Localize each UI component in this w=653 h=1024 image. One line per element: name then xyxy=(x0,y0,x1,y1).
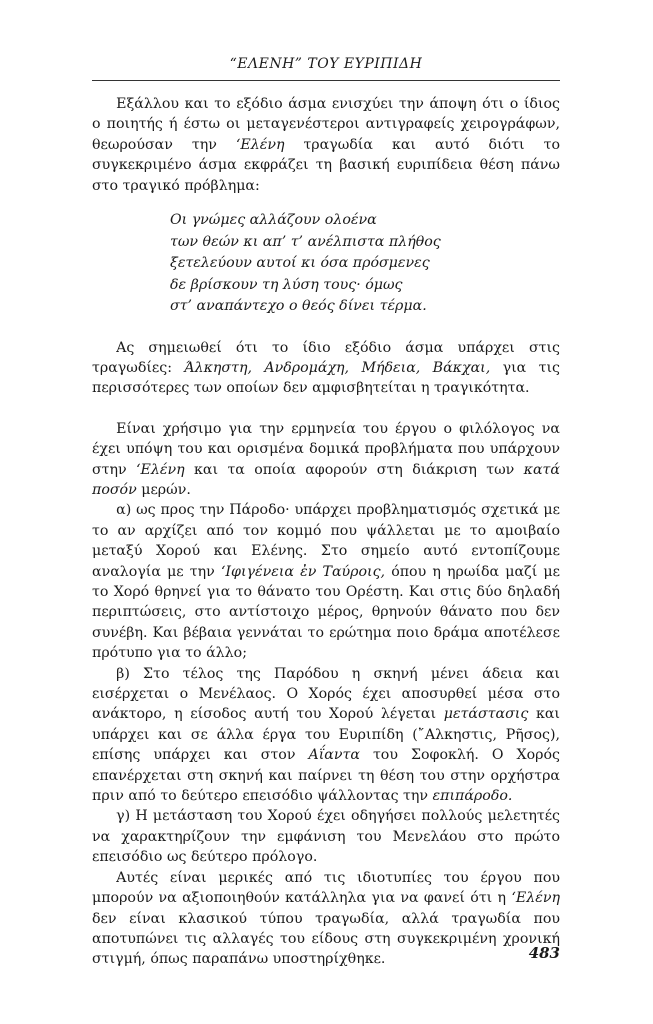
paragraph-4: α) ως προς την Πάροδο· υπάρχει προβληματισμός σχετικά με το αν αρχίζει από τον κομμό που ψάλλεται με το αμοιβαίο μεταξύ Χορού και Ελένης. Στο σημείο αυτό εντοπίζουμε αναλογία με την ‘Ιφιγένεια ἐν Ταύροις, όπου η ηρωίδα μαζί με το Χορό θρηνεί για το θάνατο του Ορέστη. Και στις δύο δηλαδή περιπτώσεις, στο αντίστοιχο μέρος, θρηνούν θάνατο που δεν συνέβη. Και βέβαια γεννάται το ερώτημα ποιο δράμα αποτέλεσε πρότυπο για το άλλο; xyxy=(92,502,560,662)
poem-line: των θεών κι απ’ τ’ ανέλπιστα πλήθος xyxy=(170,233,441,250)
poem-line: δε βρίσκουν τη λύση τους· όμως xyxy=(170,276,403,293)
title-ajax: Αΐαντα xyxy=(308,747,360,764)
paragraph-6: γ) Η μετάσταση του Χορού έχει οδηγήσει πολλούς μελετητές να χαρακτηρίζουν την εμφάνιση του Μενελάου στο πρώτο επεισόδιο ως δεύτερο πρόλογο. xyxy=(92,808,560,866)
paragraph-5: β) Στο τέλος της Παρόδου η σκηνή μένει άδεια και εισέρχεται ο Μενέλαος. Ο Χορός έχει αποσυρθεί μέσα στο ανάκτορο, η είσοδος αυτή του Χορού λέγεται μετάστασις και υπάρχει και σε άλλα έργα του Ευριπίδη (῎Αλκηστις, Ρῆσος), επίσης υπάρχει και στον Αΐαντα του Σοφοκλή. Ο Χορός επανέρχεται στη σκηνή και παίρνει τη θέση του στην ορχήστρα πριν από το δεύτερο επεισόδιο ψάλλοντας την επιπάροδο. xyxy=(92,665,560,805)
poem-line: Οι γνώμες αλλάζουν ολοένα xyxy=(170,212,377,229)
page-number: 483 xyxy=(528,944,560,962)
poem-line: στ’ αναπάντεχο ο θεός δίνει τέρμα. xyxy=(170,298,427,315)
page-body xyxy=(92,94,560,970)
running-header: “ΕΛΕΝΗ” ΤΟΥ ΕΥΡΙΠΙΔΗ xyxy=(229,56,423,72)
section-gap xyxy=(92,399,560,419)
header-rule xyxy=(92,80,560,81)
poem-line: ξετελεύουν αυτοί κι όσα πρόσμενες xyxy=(170,255,430,272)
term-epiparodos: επιπάροδο. xyxy=(432,788,513,805)
poem-quote xyxy=(170,210,560,318)
paragraph-3: Είναι χρήσιμο για την ερμηνεία του έργου ο φιλόλογος να έχει υπόψη του και ορισμένα δομικά προβλήματα που υπάρχουν στην ‘Ελένη και τα οποία αφορούν στη διάκριση των κατά ποσόν μερών. xyxy=(92,420,560,498)
title-helen: ‘Ελένη xyxy=(511,890,560,907)
title-helen: ‘Ελένη xyxy=(235,136,285,153)
term-kata-poson: κατά ποσόν xyxy=(92,461,560,498)
term-metastasis: μετάστασις xyxy=(443,706,529,723)
paragraph-2: Ας σημειωθεί ότι το ίδιο εξόδιο άσμα υπάρχει στις τραγωδίες: Άλκηστη, Ανδρομάχη, Μήδεια, Βάκχαι, για τις περισσότερες των οποίων δεν αμφισβητείται η τραγικότητα. xyxy=(92,339,561,397)
tragedy-titles: Άλκηστη, Ανδρομάχη, Μήδεια, Βάκχαι, xyxy=(184,359,491,376)
title-iphigenia: ‘Ιφιγένεια ἐν Ταύροις, xyxy=(220,563,386,580)
paragraph-1: Εξάλλου και το εξόδιο άσμα ενισχύει την άποψη ότι ο ίδιος ο ποιητής ή έστω οι μεταγενέστεροι αντιγραφείς χειρογράφων, θεωρούσαν την ‘Ελένη τραγωδία και αυτό διότι το συγκεκριμένο άσμα εκφράζει τη βασική ευριπίδεια θέση πάνω στο τραγικό πρόβλημα: xyxy=(92,96,561,194)
title-helen: ‘Ελένη xyxy=(136,461,185,478)
paragraph-7: Αυτές είναι μερικές από τις ιδιοτυπίες του έργου που μπορούν να αξιοποιηθούν κατάλληλα για να φανεί ότι η ‘Ελένη δεν είναι κλασικού τύπου τραγωδία, αλλά τραγωδία που αποτυπώνει τις αλλαγές του είδους στη συγκεκριμένη χρονική στιγμή, όπως παραπάνω υποστηρίχθηκε. xyxy=(92,869,560,968)
